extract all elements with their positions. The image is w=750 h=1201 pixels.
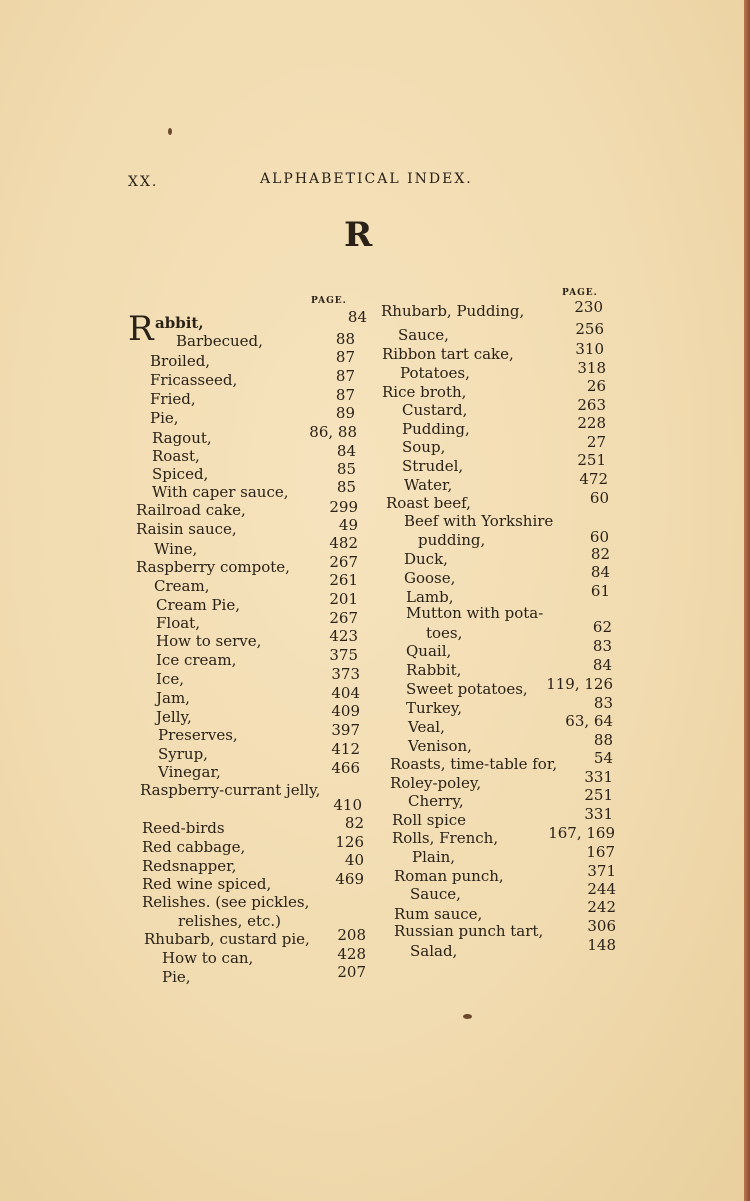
left-index-entry: Raspberry-currant jelly, [140, 781, 321, 799]
right-page-number: 472 [579, 470, 608, 488]
right-page-number: 27 [586, 433, 606, 451]
right-index-entry: Veal, [408, 718, 445, 736]
left-page-number: 201 [329, 590, 358, 608]
right-page-number: 371 [587, 862, 616, 880]
left-index-entry: Broiled, [150, 352, 211, 370]
left-index-entry: abbit, [155, 314, 204, 332]
left-page-number: 87 [335, 348, 355, 366]
left-page-number: 482 [329, 534, 358, 552]
left-page-number: 423 [329, 627, 358, 645]
right-page-number: 242 [587, 898, 616, 916]
right-page-number: 331 [584, 805, 613, 823]
left-index-entry: Cream, [154, 577, 210, 595]
left-index-entry: Spiced, [152, 465, 209, 483]
left-page-number: 410 [333, 796, 362, 814]
right-index-entry: Strudel, [402, 457, 464, 475]
left-page-number: 409 [331, 702, 360, 720]
left-index-entry: Fricasseed, [150, 371, 238, 389]
right-page-number: 84 [592, 656, 612, 674]
page-number: XX. [128, 174, 159, 190]
right-index-entry: Goose, [404, 569, 456, 587]
right-index-entry: Beef with Yorkshire [404, 512, 554, 530]
left-index-entry: Roast, [152, 447, 200, 465]
left-page-number: 40 [344, 851, 364, 869]
left-page-number: 412 [331, 740, 360, 758]
right-page-number: 61 [590, 582, 610, 600]
left-index-entry: Rhubarb, custard pie, [144, 930, 310, 948]
right-index-entry: Quail, [406, 642, 452, 660]
right-page-number: 63, 64 [565, 712, 613, 730]
left-page-number: 404 [331, 684, 360, 702]
left-page-number: 85 [336, 478, 356, 496]
right-index-entry: Pudding, [402, 420, 470, 438]
right-page-number: 167 [586, 843, 615, 861]
right-index-entry: Roasts, time-table for, [390, 755, 558, 773]
left-page-number: 85 [336, 460, 356, 478]
right-index-entry: Custard, [402, 401, 468, 419]
right-page-number: 318 [577, 359, 606, 377]
right-index-entry: Russian punch tart, [394, 922, 544, 940]
right-page-number: 251 [577, 451, 606, 469]
left-page-number: 375 [329, 646, 358, 664]
left-index-entry: Jelly, [156, 708, 192, 726]
ink-speck [168, 128, 172, 135]
left-page-number: 261 [329, 571, 358, 589]
right-index-entry: pudding, [418, 531, 486, 549]
right-page-number: 251 [584, 786, 613, 804]
left-index-entry: Redsnapper, [142, 857, 237, 875]
left-page-number: 299 [329, 498, 358, 516]
right-page-number: 60 [589, 489, 609, 507]
right-page-number: 256 [575, 320, 604, 338]
left-page-number: 207 [337, 963, 366, 981]
left-index-entry: Pie, [150, 409, 179, 427]
right-page-number: 148 [587, 936, 616, 954]
left-index-entry: Raspberry compote, [136, 558, 290, 576]
page-title: ALPHABETICAL INDEX. [260, 171, 473, 187]
left-page-number: 373 [331, 665, 360, 683]
right-page-number: 230 [574, 298, 603, 316]
right-page-number: 228 [577, 414, 606, 432]
left-index-entry: Cream Pie, [156, 596, 240, 614]
left-index-entry: relishes, etc.) [178, 912, 282, 930]
right-page-number: 83 [593, 694, 613, 712]
left-page-number: 469 [335, 870, 364, 888]
right-index-entry: Venison, [408, 737, 472, 755]
left-page-number: 397 [331, 721, 360, 739]
left-index-entry: Red wine spiced, [142, 875, 272, 893]
left-page-number: 82 [344, 814, 364, 832]
right-page-number: 244 [587, 880, 616, 898]
left-index-entry: Jam, [156, 689, 190, 707]
right-index-entry: Turkey, [406, 699, 463, 717]
right-index-entry: Ribbon tart cake, [382, 345, 514, 363]
right-index-entry: Rice broth, [382, 383, 467, 401]
left-page-number: 84 [347, 308, 367, 326]
left-index-entry: Vinegar, [158, 763, 221, 781]
right-index-entry: Rhubarb, Pudding, [381, 302, 525, 320]
right-index-entry: Water, [404, 476, 453, 494]
right-index-entry: Mutton with pota- [406, 604, 544, 622]
right-index-entry: Roley-poley, [390, 774, 482, 792]
right-page-column-header: PAGE. [562, 288, 598, 298]
left-page-column-header: PAGE. [311, 296, 347, 306]
right-page-number: 62 [592, 618, 612, 636]
right-index-entry: Plain, [412, 848, 456, 866]
right-page-number: 310 [575, 340, 604, 358]
right-page-number: 331 [584, 768, 613, 786]
left-index-entry: Ragout, [152, 429, 212, 447]
right-page-number: 60 [589, 528, 609, 546]
left-index-entry: Railroad cake, [136, 501, 246, 519]
right-index-entry: Cherry, [408, 792, 464, 810]
left-index-entry: Pie, [162, 968, 191, 986]
left-index-entry: Fried, [150, 390, 196, 408]
section-letter: R [344, 215, 373, 255]
left-index-entry: With caper sauce, [152, 483, 289, 501]
right-page-number: 84 [590, 563, 610, 581]
left-page-number: 267 [329, 553, 358, 571]
right-page-number: 167, 169 [548, 824, 615, 842]
left-page-number: 466 [331, 759, 360, 777]
left-page-number: 208 [337, 926, 366, 944]
right-index-entry: Rabbit, [406, 661, 462, 679]
right-index-entry: Sauce, [410, 885, 461, 903]
right-page-number: 263 [577, 396, 606, 414]
book-edge [744, 0, 750, 1201]
right-index-entry: Sweet potatoes, [406, 680, 528, 698]
right-index-entry: Salad, [410, 942, 458, 960]
left-index-entry: Preserves, [158, 726, 238, 744]
left-index-entry: How to serve, [156, 632, 262, 650]
right-index-entry: Soup, [402, 438, 446, 456]
left-page-number: 267 [329, 609, 358, 627]
left-page-number: 89 [335, 404, 355, 422]
left-page-number: 49 [338, 516, 358, 534]
right-index-entry: Rum sauce, [394, 905, 483, 923]
left-page-number: 87 [335, 386, 355, 404]
left-page-number: 84 [336, 442, 356, 460]
left-index-entry: Ice cream, [156, 651, 237, 669]
right-index-entry: Lamb, [406, 588, 454, 606]
right-page-number: 119, 126 [546, 675, 613, 693]
right-page-number: 83 [592, 637, 612, 655]
right-index-entry: Sauce, [398, 326, 449, 344]
right-index-entry: toes, [426, 624, 463, 642]
left-page-number: 428 [337, 945, 366, 963]
right-index-entry: Potatoes, [400, 364, 470, 382]
left-index-entry: Barbecued, [176, 332, 263, 350]
left-index-entry: Ice, [156, 670, 184, 688]
right-index-entry: Roll spice [392, 811, 467, 829]
drop-cap: R [128, 309, 154, 349]
left-index-entry: Raisin sauce, [136, 520, 237, 538]
ink-speck [463, 1014, 472, 1019]
right-page-number: 82 [590, 545, 610, 563]
left-index-entry: How to can, [162, 949, 254, 967]
left-index-entry: Wine, [154, 540, 198, 558]
left-index-entry: Syrup, [158, 745, 208, 763]
right-index-entry: Duck, [404, 550, 448, 568]
left-index-entry: Reed-birds [142, 819, 225, 837]
right-index-entry: Roast beef, [386, 494, 471, 512]
right-page-number: 88 [593, 731, 613, 749]
left-page-number: 126 [335, 833, 364, 851]
right-index-entry: Roman punch, [394, 867, 504, 885]
left-page-number: 86, 88 [309, 423, 357, 441]
left-index-entry: Relishes. (see pickles, [142, 893, 310, 911]
left-page-number: 88 [335, 330, 355, 348]
right-page-number: 54 [593, 749, 613, 767]
right-page-number: 26 [586, 377, 606, 395]
left-index-entry: Float, [156, 614, 200, 632]
right-index-entry: Rolls, French, [392, 829, 499, 847]
right-page-number: 306 [587, 917, 616, 935]
left-index-entry: Red cabbage, [142, 838, 246, 856]
left-page-number: 87 [335, 367, 355, 385]
